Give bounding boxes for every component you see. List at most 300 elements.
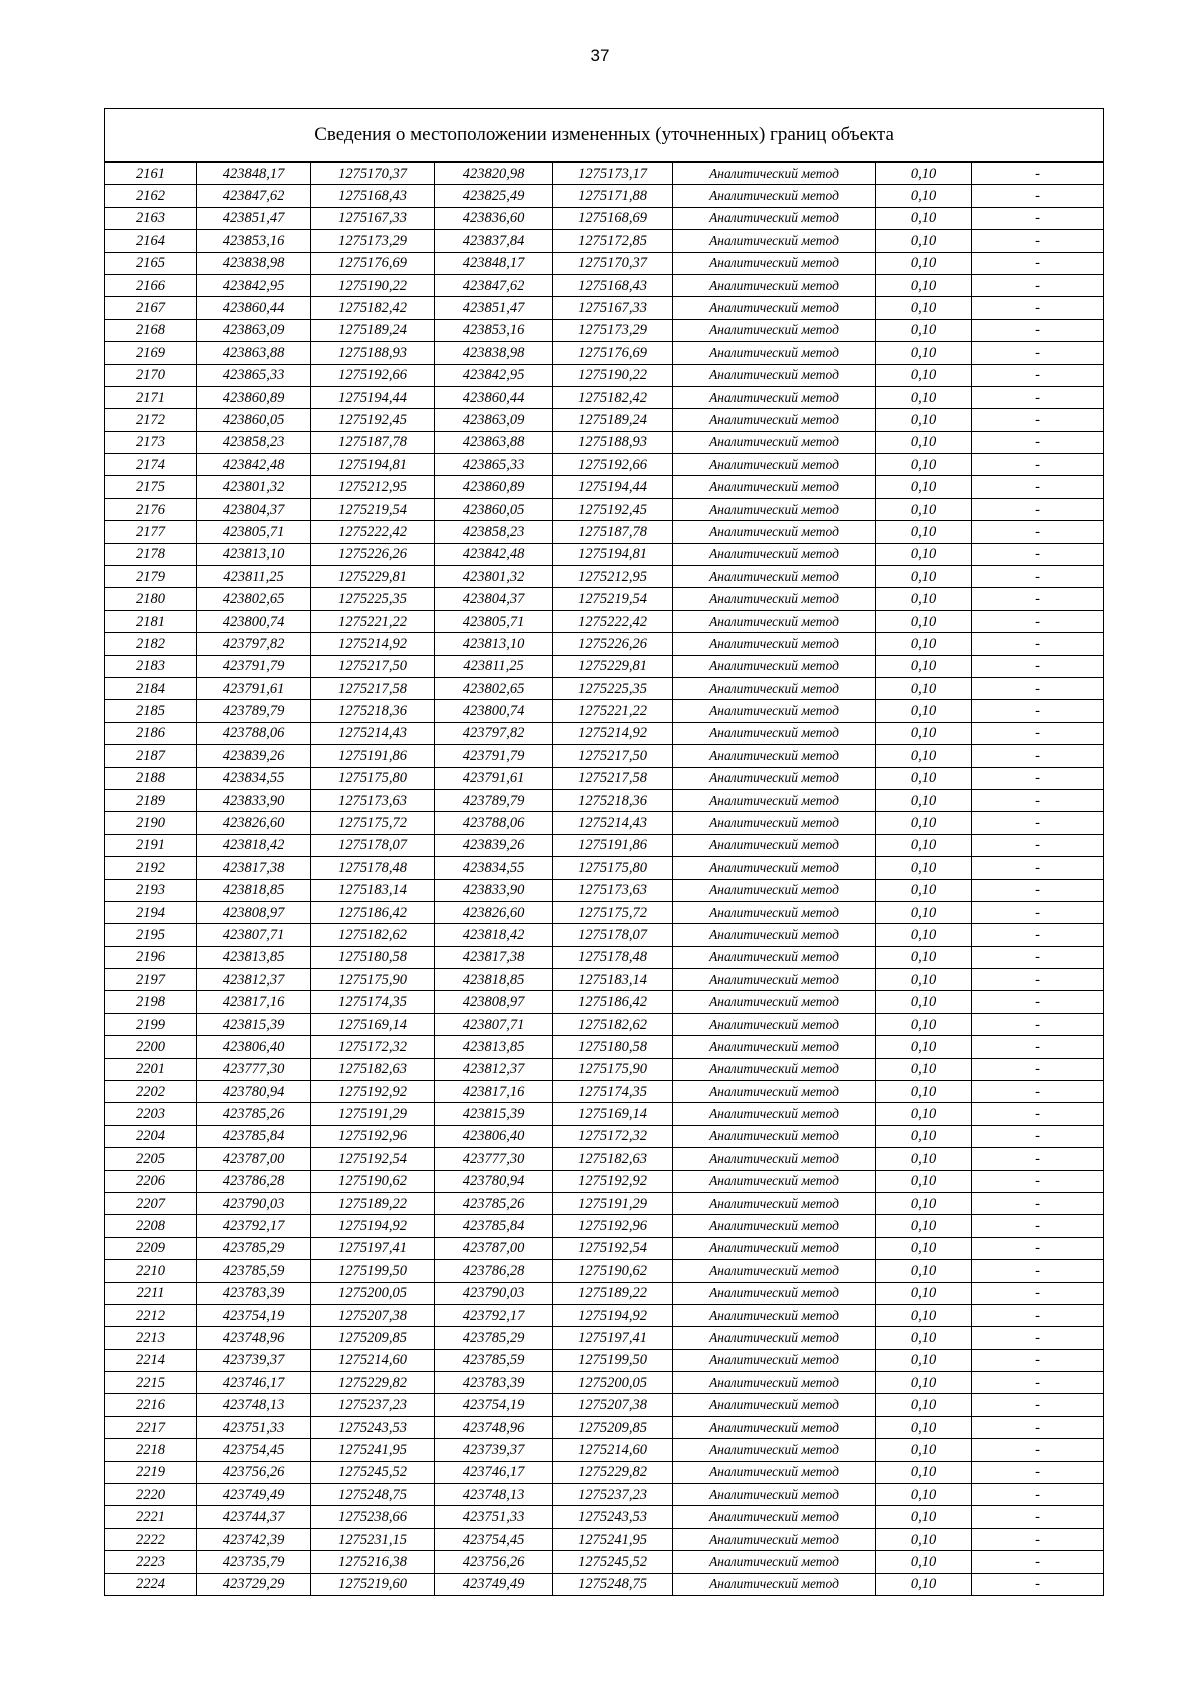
table-row	[105, 207, 1104, 229]
table-row	[105, 1327, 1104, 1349]
table-row	[105, 364, 1104, 386]
x-coord-cell: 423807,71	[197, 924, 311, 946]
x-coord-adjacent-cell: 423754,45	[435, 1528, 553, 1550]
x-coord-adjacent-cell: 423791,79	[435, 745, 553, 767]
x-coord-cell: 423790,03	[197, 1192, 311, 1214]
x-coord-adjacent-cell: 423800,74	[435, 700, 553, 722]
method-cell: Аналитический метод	[673, 1372, 876, 1394]
x-coord-cell: 423838,98	[197, 252, 311, 274]
note-cell: -	[972, 1260, 1104, 1282]
y-coord-cell: 1275194,44	[311, 386, 435, 408]
table-row	[105, 857, 1104, 879]
method-cell: Аналитический метод	[673, 543, 876, 565]
x-coord-adjacent-cell: 423813,10	[435, 633, 553, 655]
y-coord-cell: 1275192,45	[311, 409, 435, 431]
y-coord-adjacent-cell: 1275192,66	[553, 454, 673, 476]
y-coord-adjacent-cell: 1275192,45	[553, 498, 673, 520]
x-coord-adjacent-cell: 423785,59	[435, 1349, 553, 1371]
table-row	[105, 1416, 1104, 1438]
accuracy-cell: 0,10	[876, 1148, 972, 1170]
method-cell: Аналитический метод	[673, 1192, 876, 1214]
point-number-cell: 2184	[105, 677, 197, 699]
y-coord-cell: 1275229,81	[311, 566, 435, 588]
accuracy-cell: 0,10	[876, 924, 972, 946]
accuracy-cell: 0,10	[876, 633, 972, 655]
y-coord-adjacent-cell: 1275229,81	[553, 655, 673, 677]
method-cell: Аналитический метод	[673, 297, 876, 319]
note-cell: -	[972, 162, 1104, 185]
table-row	[105, 677, 1104, 699]
note-cell: -	[972, 1461, 1104, 1483]
y-coord-adjacent-cell: 1275175,90	[553, 1058, 673, 1080]
note-cell: -	[972, 1484, 1104, 1506]
note-cell: -	[972, 1192, 1104, 1214]
x-coord-cell: 423813,85	[197, 946, 311, 968]
accuracy-cell: 0,10	[876, 1215, 972, 1237]
accuracy-cell: 0,10	[876, 857, 972, 879]
y-coord-adjacent-cell: 1275178,48	[553, 946, 673, 968]
x-coord-adjacent-cell: 423860,89	[435, 476, 553, 498]
point-number-cell: 2203	[105, 1103, 197, 1125]
note-cell: -	[972, 1103, 1104, 1125]
accuracy-cell: 0,10	[876, 1058, 972, 1080]
method-cell: Аналитический метод	[673, 1282, 876, 1304]
x-coord-cell: 423842,95	[197, 274, 311, 296]
method-cell: Аналитический метод	[673, 991, 876, 1013]
x-coord-cell: 423865,33	[197, 364, 311, 386]
note-cell: -	[972, 677, 1104, 699]
y-coord-cell: 1275199,50	[311, 1260, 435, 1282]
y-coord-adjacent-cell: 1275199,50	[553, 1349, 673, 1371]
method-cell: Аналитический метод	[673, 252, 876, 274]
accuracy-cell: 0,10	[876, 991, 972, 1013]
table-row	[105, 274, 1104, 296]
x-coord-cell: 423818,85	[197, 879, 311, 901]
y-coord-cell: 1275178,48	[311, 857, 435, 879]
x-coord-adjacent-cell: 423825,49	[435, 185, 553, 207]
y-coord-cell: 1275238,66	[311, 1506, 435, 1528]
y-coord-cell: 1275172,32	[311, 1036, 435, 1058]
accuracy-cell: 0,10	[876, 185, 972, 207]
method-cell: Аналитический метод	[673, 588, 876, 610]
x-coord-cell: 423748,96	[197, 1327, 311, 1349]
accuracy-cell: 0,10	[876, 1192, 972, 1214]
x-coord-cell: 423848,17	[197, 162, 311, 185]
x-coord-adjacent-cell: 423817,38	[435, 946, 553, 968]
accuracy-cell: 0,10	[876, 834, 972, 856]
point-number-cell: 2200	[105, 1036, 197, 1058]
method-cell: Аналитический метод	[673, 1237, 876, 1259]
accuracy-cell: 0,10	[876, 252, 972, 274]
y-coord-adjacent-cell: 1275168,43	[553, 274, 673, 296]
method-cell: Аналитический метод	[673, 1103, 876, 1125]
table-row	[105, 700, 1104, 722]
y-coord-cell: 1275189,24	[311, 319, 435, 341]
y-coord-adjacent-cell: 1275188,93	[553, 431, 673, 453]
y-coord-adjacent-cell: 1275183,14	[553, 969, 673, 991]
y-coord-adjacent-cell: 1275192,92	[553, 1170, 673, 1192]
x-coord-cell: 423780,94	[197, 1081, 311, 1103]
x-coord-adjacent-cell: 423842,48	[435, 543, 553, 565]
table-row	[105, 431, 1104, 453]
point-number-cell: 2188	[105, 767, 197, 789]
x-coord-cell: 423839,26	[197, 745, 311, 767]
note-cell: -	[972, 834, 1104, 856]
table-row	[105, 1103, 1104, 1125]
table-row	[105, 319, 1104, 341]
note-cell: -	[972, 1304, 1104, 1326]
x-coord-adjacent-cell: 423739,37	[435, 1439, 553, 1461]
method-cell: Аналитический метод	[673, 633, 876, 655]
y-coord-adjacent-cell: 1275168,69	[553, 207, 673, 229]
point-number-cell: 2177	[105, 521, 197, 543]
x-coord-adjacent-cell: 423754,19	[435, 1394, 553, 1416]
point-number-cell: 2189	[105, 789, 197, 811]
accuracy-cell: 0,10	[876, 1416, 972, 1438]
point-number-cell: 2198	[105, 991, 197, 1013]
table-row	[105, 1528, 1104, 1550]
x-coord-cell: 423783,39	[197, 1282, 311, 1304]
point-number-cell: 2224	[105, 1573, 197, 1595]
x-coord-cell: 423808,97	[197, 901, 311, 923]
y-coord-cell: 1275169,14	[311, 1013, 435, 1035]
x-coord-cell: 423817,38	[197, 857, 311, 879]
point-number-cell: 2215	[105, 1372, 197, 1394]
point-number-cell: 2161	[105, 162, 197, 185]
y-coord-cell: 1275175,72	[311, 812, 435, 834]
note-cell: -	[972, 454, 1104, 476]
accuracy-cell: 0,10	[876, 319, 972, 341]
y-coord-cell: 1275219,60	[311, 1573, 435, 1595]
method-cell: Аналитический метод	[673, 1394, 876, 1416]
x-coord-cell: 423735,79	[197, 1551, 311, 1573]
point-number-cell: 2190	[105, 812, 197, 834]
y-coord-cell: 1275173,63	[311, 789, 435, 811]
note-cell: -	[972, 1349, 1104, 1371]
x-coord-cell: 423801,32	[197, 476, 311, 498]
note-cell: -	[972, 230, 1104, 252]
y-coord-cell: 1275241,95	[311, 1439, 435, 1461]
note-cell: -	[972, 1125, 1104, 1147]
x-coord-adjacent-cell: 423813,85	[435, 1036, 553, 1058]
table-row	[105, 991, 1104, 1013]
y-coord-cell: 1275231,15	[311, 1528, 435, 1550]
table-row	[105, 969, 1104, 991]
x-coord-cell: 423749,49	[197, 1484, 311, 1506]
point-number-cell: 2222	[105, 1528, 197, 1550]
method-cell: Аналитический метод	[673, 1036, 876, 1058]
note-cell: -	[972, 297, 1104, 319]
table-row	[105, 185, 1104, 207]
x-coord-adjacent-cell: 423804,37	[435, 588, 553, 610]
x-coord-adjacent-cell: 423756,26	[435, 1551, 553, 1573]
y-coord-adjacent-cell: 1275174,35	[553, 1081, 673, 1103]
point-number-cell: 2209	[105, 1237, 197, 1259]
table-row	[105, 1013, 1104, 1035]
point-number-cell: 2191	[105, 834, 197, 856]
y-coord-adjacent-cell: 1275221,22	[553, 700, 673, 722]
y-coord-cell: 1275167,33	[311, 207, 435, 229]
x-coord-cell: 423806,40	[197, 1036, 311, 1058]
point-number-cell: 2167	[105, 297, 197, 319]
note-cell: -	[972, 722, 1104, 744]
accuracy-cell: 0,10	[876, 162, 972, 185]
x-coord-adjacent-cell: 423853,16	[435, 319, 553, 341]
note-cell: -	[972, 1394, 1104, 1416]
method-cell: Аналитический метод	[673, 722, 876, 744]
x-coord-adjacent-cell: 423746,17	[435, 1461, 553, 1483]
y-coord-cell: 1275200,05	[311, 1282, 435, 1304]
y-coord-cell: 1275183,14	[311, 879, 435, 901]
note-cell: -	[972, 767, 1104, 789]
table-row	[105, 834, 1104, 856]
method-cell: Аналитический метод	[673, 431, 876, 453]
method-cell: Аналитический метод	[673, 521, 876, 543]
note-cell: -	[972, 521, 1104, 543]
method-cell: Аналитический метод	[673, 274, 876, 296]
table-row	[105, 1461, 1104, 1483]
note-cell: -	[972, 1573, 1104, 1595]
table-row	[105, 924, 1104, 946]
x-coord-adjacent-cell: 423817,16	[435, 1081, 553, 1103]
x-coord-adjacent-cell: 423811,25	[435, 655, 553, 677]
x-coord-cell: 423804,37	[197, 498, 311, 520]
y-coord-adjacent-cell: 1275173,29	[553, 319, 673, 341]
y-coord-cell: 1275192,54	[311, 1148, 435, 1170]
point-number-cell: 2185	[105, 700, 197, 722]
method-cell: Аналитический метод	[673, 454, 876, 476]
x-coord-cell: 423858,23	[197, 431, 311, 453]
y-coord-cell: 1275217,50	[311, 655, 435, 677]
method-cell: Аналитический метод	[673, 745, 876, 767]
point-number-cell: 2208	[105, 1215, 197, 1237]
note-cell: -	[972, 274, 1104, 296]
table-row	[105, 1148, 1104, 1170]
accuracy-cell: 0,10	[876, 1573, 972, 1595]
accuracy-cell: 0,10	[876, 677, 972, 699]
y-coord-cell: 1275170,37	[311, 162, 435, 185]
accuracy-cell: 0,10	[876, 521, 972, 543]
x-coord-adjacent-cell: 423777,30	[435, 1148, 553, 1170]
x-coord-cell: 423847,62	[197, 185, 311, 207]
x-coord-cell: 423791,61	[197, 677, 311, 699]
y-coord-cell: 1275229,82	[311, 1372, 435, 1394]
x-coord-adjacent-cell: 423806,40	[435, 1125, 553, 1147]
accuracy-cell: 0,10	[876, 1170, 972, 1192]
y-coord-adjacent-cell: 1275241,95	[553, 1528, 673, 1550]
accuracy-cell: 0,10	[876, 901, 972, 923]
x-coord-cell: 423754,45	[197, 1439, 311, 1461]
table-row	[105, 655, 1104, 677]
x-coord-adjacent-cell: 423863,88	[435, 431, 553, 453]
x-coord-cell: 423754,19	[197, 1304, 311, 1326]
y-coord-adjacent-cell: 1275200,05	[553, 1372, 673, 1394]
x-coord-cell: 423817,16	[197, 991, 311, 1013]
y-coord-cell: 1275188,93	[311, 342, 435, 364]
note-cell: -	[972, 1506, 1104, 1528]
method-cell: Аналитический метод	[673, 834, 876, 856]
method-cell: Аналитический метод	[673, 566, 876, 588]
x-coord-adjacent-cell: 423801,32	[435, 566, 553, 588]
x-coord-cell: 423860,05	[197, 409, 311, 431]
x-coord-adjacent-cell: 423837,84	[435, 230, 553, 252]
method-cell: Аналитический метод	[673, 857, 876, 879]
method-cell: Аналитический метод	[673, 677, 876, 699]
x-coord-cell: 423748,13	[197, 1394, 311, 1416]
x-coord-adjacent-cell: 423842,95	[435, 364, 553, 386]
table-row	[105, 1506, 1104, 1528]
y-coord-adjacent-cell: 1275219,54	[553, 588, 673, 610]
y-coord-cell: 1275214,60	[311, 1349, 435, 1371]
table-row	[105, 1394, 1104, 1416]
y-coord-cell: 1275212,95	[311, 476, 435, 498]
x-coord-adjacent-cell: 423785,29	[435, 1327, 553, 1349]
method-cell: Аналитический метод	[673, 901, 876, 923]
table-row	[105, 476, 1104, 498]
y-coord-adjacent-cell: 1275191,86	[553, 834, 673, 856]
y-coord-adjacent-cell: 1275243,53	[553, 1506, 673, 1528]
method-cell: Аналитический метод	[673, 498, 876, 520]
point-number-cell: 2201	[105, 1058, 197, 1080]
method-cell: Аналитический метод	[673, 767, 876, 789]
y-coord-adjacent-cell: 1275175,72	[553, 901, 673, 923]
x-coord-cell: 423811,25	[197, 566, 311, 588]
method-cell: Аналитический метод	[673, 655, 876, 677]
y-coord-adjacent-cell: 1275186,42	[553, 991, 673, 1013]
point-number-cell: 2217	[105, 1416, 197, 1438]
point-number-cell: 2186	[105, 722, 197, 744]
y-coord-adjacent-cell: 1275214,43	[553, 812, 673, 834]
note-cell: -	[972, 946, 1104, 968]
point-number-cell: 2176	[105, 498, 197, 520]
table-row	[105, 1484, 1104, 1506]
accuracy-cell: 0,10	[876, 207, 972, 229]
note-cell: -	[972, 342, 1104, 364]
y-coord-cell: 1275219,54	[311, 498, 435, 520]
note-cell: -	[972, 566, 1104, 588]
table-row	[105, 1282, 1104, 1304]
point-number-cell: 2214	[105, 1349, 197, 1371]
table-row	[105, 812, 1104, 834]
note-cell: -	[972, 431, 1104, 453]
point-number-cell: 2175	[105, 476, 197, 498]
point-number-cell: 2195	[105, 924, 197, 946]
x-coord-cell: 423833,90	[197, 789, 311, 811]
method-cell: Аналитический метод	[673, 700, 876, 722]
y-coord-adjacent-cell: 1275173,63	[553, 879, 673, 901]
y-coord-adjacent-cell: 1275176,69	[553, 342, 673, 364]
y-coord-cell: 1275221,22	[311, 610, 435, 632]
method-cell: Аналитический метод	[673, 409, 876, 431]
accuracy-cell: 0,10	[876, 1372, 972, 1394]
table-row	[105, 722, 1104, 744]
table-row	[105, 1036, 1104, 1058]
method-cell: Аналитический метод	[673, 1058, 876, 1080]
table-row	[105, 498, 1104, 520]
y-coord-adjacent-cell: 1275226,26	[553, 633, 673, 655]
accuracy-cell: 0,10	[876, 1349, 972, 1371]
x-coord-cell: 423813,10	[197, 543, 311, 565]
y-coord-adjacent-cell: 1275245,52	[553, 1551, 673, 1573]
note-cell: -	[972, 633, 1104, 655]
accuracy-cell: 0,10	[876, 566, 972, 588]
x-coord-cell: 423785,59	[197, 1260, 311, 1282]
table-row	[105, 789, 1104, 811]
point-number-cell: 2183	[105, 655, 197, 677]
method-cell: Аналитический метод	[673, 1551, 876, 1573]
accuracy-cell: 0,10	[876, 1125, 972, 1147]
y-coord-adjacent-cell: 1275180,58	[553, 1036, 673, 1058]
y-coord-adjacent-cell: 1275192,54	[553, 1237, 673, 1259]
y-coord-adjacent-cell: 1275172,85	[553, 230, 673, 252]
x-coord-adjacent-cell: 423797,82	[435, 722, 553, 744]
point-number-cell: 2220	[105, 1484, 197, 1506]
note-cell: -	[972, 1237, 1104, 1259]
x-coord-adjacent-cell: 423818,42	[435, 924, 553, 946]
y-coord-adjacent-cell: 1275214,60	[553, 1439, 673, 1461]
y-coord-adjacent-cell: 1275209,85	[553, 1416, 673, 1438]
method-cell: Аналитический метод	[673, 476, 876, 498]
point-number-cell: 2168	[105, 319, 197, 341]
y-coord-adjacent-cell: 1275170,37	[553, 252, 673, 274]
point-number-cell: 2169	[105, 342, 197, 364]
accuracy-cell: 0,10	[876, 1506, 972, 1528]
point-number-cell: 2179	[105, 566, 197, 588]
method-cell: Аналитический метод	[673, 924, 876, 946]
accuracy-cell: 0,10	[876, 1461, 972, 1483]
x-coord-cell: 423739,37	[197, 1349, 311, 1371]
point-number-cell: 2223	[105, 1551, 197, 1573]
point-number-cell: 2164	[105, 230, 197, 252]
note-cell: -	[972, 207, 1104, 229]
y-coord-cell: 1275190,22	[311, 274, 435, 296]
y-coord-adjacent-cell: 1275182,63	[553, 1148, 673, 1170]
accuracy-cell: 0,10	[876, 767, 972, 789]
x-coord-adjacent-cell: 423865,33	[435, 454, 553, 476]
y-coord-cell: 1275192,92	[311, 1081, 435, 1103]
note-cell: -	[972, 700, 1104, 722]
y-coord-adjacent-cell: 1275194,44	[553, 476, 673, 498]
accuracy-cell: 0,10	[876, 1304, 972, 1326]
method-cell: Аналитический метод	[673, 610, 876, 632]
accuracy-cell: 0,10	[876, 722, 972, 744]
point-number-cell: 2204	[105, 1125, 197, 1147]
point-number-cell: 2165	[105, 252, 197, 274]
note-cell: -	[972, 1148, 1104, 1170]
point-number-cell: 2211	[105, 1282, 197, 1304]
x-coord-adjacent-cell: 423808,97	[435, 991, 553, 1013]
table-row	[105, 879, 1104, 901]
accuracy-cell: 0,10	[876, 1484, 972, 1506]
y-coord-cell: 1275191,29	[311, 1103, 435, 1125]
note-cell: -	[972, 543, 1104, 565]
point-number-cell: 2221	[105, 1506, 197, 1528]
y-coord-cell: 1275186,42	[311, 901, 435, 923]
note-cell: -	[972, 1372, 1104, 1394]
x-coord-adjacent-cell: 423748,13	[435, 1484, 553, 1506]
table-row	[105, 297, 1104, 319]
method-cell: Аналитический метод	[673, 1260, 876, 1282]
note-cell: -	[972, 364, 1104, 386]
x-coord-cell: 423746,17	[197, 1372, 311, 1394]
table-row	[105, 1058, 1104, 1080]
point-number-cell: 2192	[105, 857, 197, 879]
table-row	[105, 409, 1104, 431]
point-number-cell: 2202	[105, 1081, 197, 1103]
point-number-cell: 2193	[105, 879, 197, 901]
point-number-cell: 2178	[105, 543, 197, 565]
note-cell: -	[972, 1282, 1104, 1304]
